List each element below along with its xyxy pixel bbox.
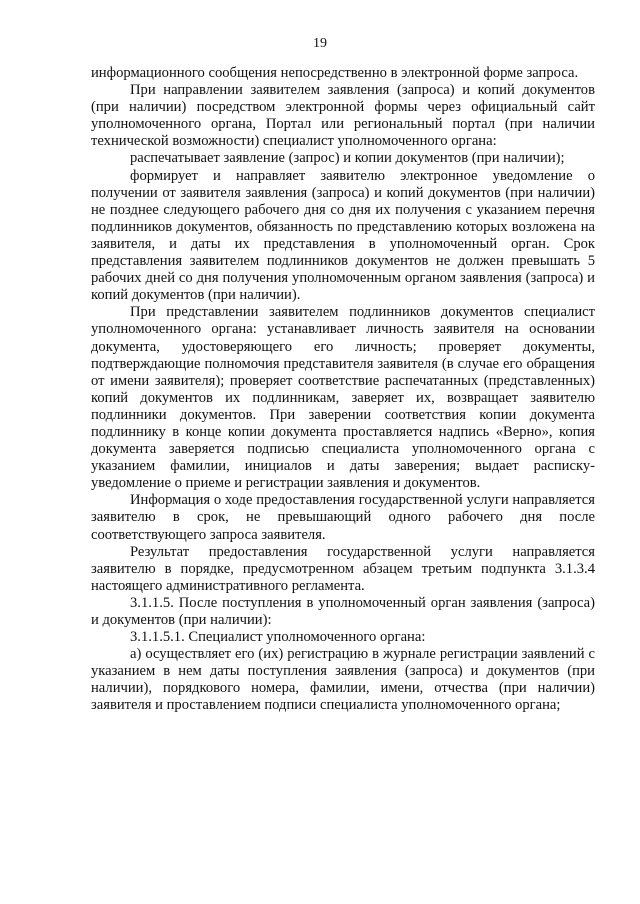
document-body bbox=[91, 65, 595, 715]
paragraph: Результат предоставления государственной услуги направляется заявителю в порядке, предусмотренном абзацем третьим подпункта 3.1.3.4 настоящего административного регламента. bbox=[91, 543, 595, 594]
paragraph: Информация о ходе предоставления государственной услуги направляется заявителю в срок, не превышающий одного рабочего дня после соответствующего запроса заявителя. bbox=[91, 492, 595, 543]
paragraph: формирует и направляет заявителю электронное уведомление о получении от заявителя заявления (запроса) и копий документов (при наличии) не позднее следующего рабочего дня со дня их получения с указанием перечня подлинников документов, обязанность по представлению которых возложена на заявителя, и даты их представления в уполномоченный орган. Срок представления заявителем подлинников документов не должен превышать 5 рабочих дней со дня получения уполномоченным органом заявления (запроса) и копий документов (при наличии). bbox=[91, 167, 595, 304]
paragraph: информационного сообщения непосредственно в электронной форме запроса. bbox=[91, 65, 579, 81]
paragraph: распечатывает заявление (запрос) и копии документов (при наличии); bbox=[130, 150, 565, 167]
paragraph: 3.1.1.5. После поступления в уполномоченный орган заявления (запроса) и документов (при наличии): bbox=[91, 594, 595, 628]
paragraph: а) осуществляет его (их) регистрацию в журнале регистрации заявлений с указанием в нем даты поступления заявления (запроса) и документов (при наличии), порядкового номера, фамилии, имени, отчества (при наличии) заявителя и проставлением подписи специалиста уполномоченного органа; bbox=[91, 646, 595, 714]
paragraph: 3.1.1.5.1. Специалист уполномоченного органа: bbox=[130, 629, 426, 646]
page-number: 19 bbox=[313, 36, 327, 51]
paragraph: При представлении заявителем подлинников документов специалист уполномоченного органа: устанавливает личность заявителя на основании документа, удостоверяющего его личность; проверяет документы, подтверждающие полномочия представителя заявителя (в случае его обращения от имени заявителя); проверяет соответствие распечатанных (представленных) копий документов их подлинникам, заверяет их, возвращает заявителю подлинники документов. При заверении соответствия копии документа подлиннику в конце копии документа проставляется надпись «Верно», копия документа заверяется подписью специалиста уполномоченного органа с указанием фамилии, инициалов и даты заверения; выдает расписку-уведомление о приеме и регистрации заявления и документов. bbox=[91, 304, 595, 492]
paragraph: При направлении заявителем заявления (запроса) и копий документов (при наличии) посредством электронной формы через официальный сайт уполномоченного органа, Портал или региональный портал (при наличии технической возможности) специалист уполномоченного органа: bbox=[91, 82, 595, 150]
